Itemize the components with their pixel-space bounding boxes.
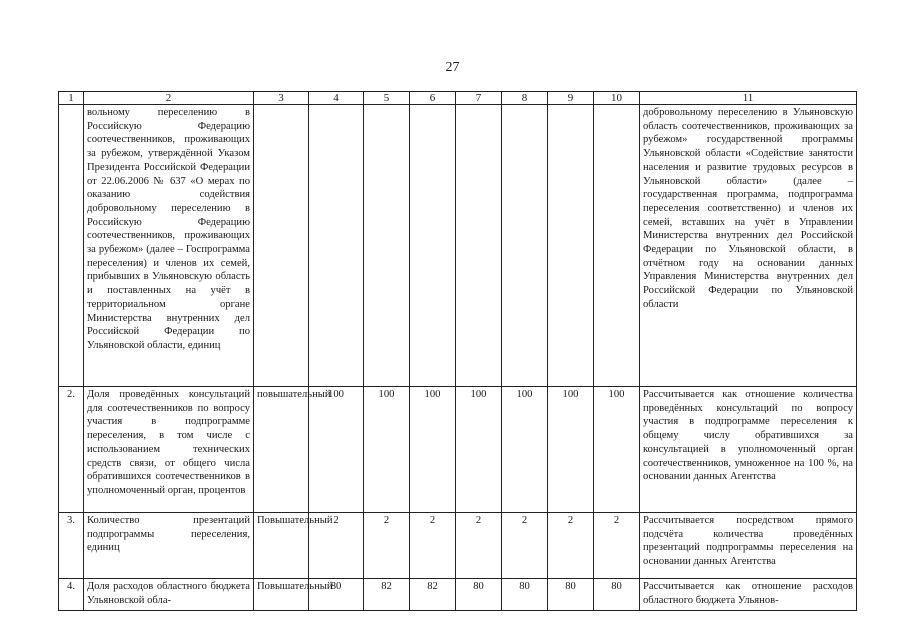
table-row — [59, 387, 857, 513]
value-cell: 82 — [410, 579, 456, 611]
value-cell — [410, 105, 456, 387]
indicators-table — [58, 91, 857, 611]
table-row — [59, 105, 857, 387]
value-cell: 100 — [548, 387, 594, 513]
header-row — [59, 92, 857, 105]
value-cell: 100 — [410, 387, 456, 513]
value-cell — [456, 105, 502, 387]
header-cell: 1 — [59, 92, 84, 105]
value-cell: 2 — [309, 513, 364, 579]
value-cell: 2 — [502, 513, 548, 579]
value-cell: 80 — [309, 579, 364, 611]
value-cell: 100 — [309, 387, 364, 513]
indicator-name: вольному переселению в Российскую Федерацию соотечественников, проживающих за рубежом, утверждённой Указом Президента Российской Федерации от 22.06.2006 № 637 «О мерах по оказанию содействия добровольному переселению в Российскую Федерацию соотечественников, проживающих за рубежом» (далее – Госпрограмма переселения) и членов их семей, прибывших в Ульяновскую область и поставленных на учёт в территориальном органе Министерства внутренних дел Российской Федерации по Ульяновской области, единиц — [84, 105, 254, 387]
header-cell: 7 — [456, 92, 502, 105]
value-cell: 2 — [364, 513, 410, 579]
header-cell: 2 — [84, 92, 254, 105]
header-cell: 11 — [640, 92, 857, 105]
indicator-name: Количество презентаций подпрограммы переселения, единиц — [84, 513, 254, 579]
calculation-method: Рассчитывается как отношение количества проведённых консультаций по вопросу участия в подпрограмме переселения к общему числу обратившихся за консультацией в уполномоченный орган соотечественников, умноженное на 100 %, на основании данных Агентства — [640, 387, 857, 513]
value-cell: 82 — [364, 579, 410, 611]
row-number: 3. — [59, 513, 84, 579]
table-row — [59, 513, 857, 579]
value-cell: 100 — [594, 387, 640, 513]
indicator-type — [254, 105, 309, 387]
value-cell: 100 — [502, 387, 548, 513]
value-cell — [364, 105, 410, 387]
value-cell: 80 — [502, 579, 548, 611]
value-cell — [309, 105, 364, 387]
row-number: 2. — [59, 387, 84, 513]
header-cell: 6 — [410, 92, 456, 105]
value-cell: 2 — [548, 513, 594, 579]
calculation-method: Рассчитывается как отношение расходов областного бюджета Ульянов- — [640, 579, 857, 611]
row-number — [59, 105, 84, 387]
indicator-type: Повышательный — [254, 513, 309, 579]
calculation-method: Рассчитывается посредством прямого подсчёта количества проведённых презентаций подпрограммы переселения на основании данных Агентства — [640, 513, 857, 579]
header-cell: 9 — [548, 92, 594, 105]
table-row — [59, 579, 857, 611]
indicator-type: Повышательный — [254, 579, 309, 611]
header-cell: 3 — [254, 92, 309, 105]
value-cell: 80 — [594, 579, 640, 611]
value-cell: 2 — [410, 513, 456, 579]
value-cell — [594, 105, 640, 387]
header-cell: 4 — [309, 92, 364, 105]
header-cell: 10 — [594, 92, 640, 105]
value-cell: 80 — [456, 579, 502, 611]
value-cell: 80 — [548, 579, 594, 611]
indicator-type: повышательный — [254, 387, 309, 513]
page-number: 27 — [445, 60, 460, 75]
row-number: 4. — [59, 579, 84, 611]
value-cell — [548, 105, 594, 387]
value-cell: 100 — [364, 387, 410, 513]
header-cell: 5 — [364, 92, 410, 105]
value-cell: 2 — [594, 513, 640, 579]
calculation-method: добровольному переселению в Ульяновскую область соотечественников, проживающих за рубежом» государственной программы Ульяновской области «Содействие занятости населения и развитие трудовых ресурсов в Ульяновской области» (далее – государственная программа, подпрограмма переселения соответственно) и членов их семей, вставших на учёт в Управлении Министерства внутренних дел Российской Федерации по Ульяновской области, в отчётном году на основании данных Управления Министерства внутренних дел Российской Федерации по Ульяновской области — [640, 105, 857, 387]
value-cell: 2 — [456, 513, 502, 579]
header-cell: 8 — [502, 92, 548, 105]
indicator-name: Доля проведённых консультаций для соотечественников по вопросу участия в подпрограмме переселения, в том числе с использованием технических средств связи, от общего числа обратившихся соотечественников в уполномоченный орган, процентов — [84, 387, 254, 513]
value-cell — [502, 105, 548, 387]
indicator-name: Доля расходов областного бюджета Ульяновской обла- — [84, 579, 254, 611]
value-cell: 100 — [456, 387, 502, 513]
